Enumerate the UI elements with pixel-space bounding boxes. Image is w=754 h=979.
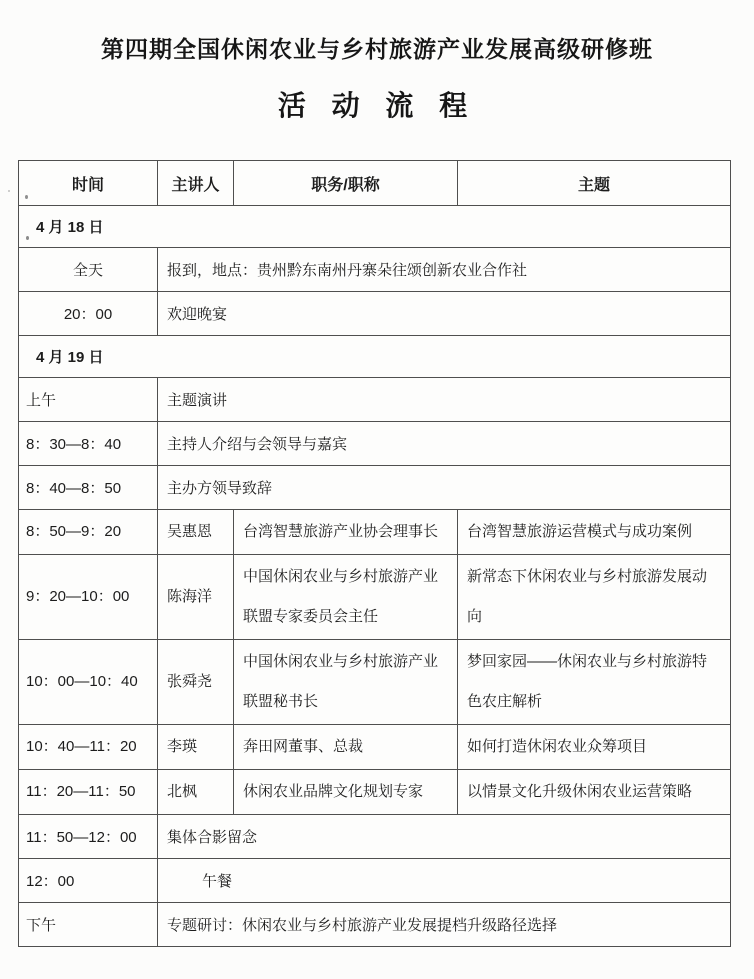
role-cell: 中国休闲农业与乡村旅游产业联盟秘书长 — [234, 640, 458, 725]
schedule-table — [18, 160, 731, 947]
role-cell: 中国休闲农业与乡村旅游产业联盟专家委员会主任 — [234, 555, 458, 640]
topic-cell: 如何打造休闲农业众筹项目 — [458, 725, 731, 770]
column-header-3: 职务/职称 — [234, 161, 458, 206]
table-row — [19, 466, 731, 510]
table-row — [19, 422, 731, 466]
content-cell: 主题演讲 — [158, 378, 731, 422]
table-row — [19, 770, 731, 815]
table-row — [19, 903, 731, 947]
time-cell: 上午 — [19, 378, 158, 422]
table-row — [19, 510, 731, 555]
table-row — [19, 640, 731, 725]
content-cell: 欢迎晚宴 — [158, 292, 731, 336]
table-row — [19, 336, 731, 378]
table-header-row — [19, 161, 731, 206]
date-cell: 4 月 19 日 — [19, 336, 731, 378]
speaker-cell: 张舜尧 — [158, 640, 234, 725]
role-cell: 休闲农业品牌文化规划专家 — [234, 770, 458, 815]
table-row — [19, 378, 731, 422]
time-cell: 8：40—8：50 — [19, 466, 158, 510]
content-cell: 主办方领导致辞 — [158, 466, 731, 510]
time-cell: 下午 — [19, 903, 158, 947]
content-cell: 午餐 — [158, 859, 731, 903]
time-cell: 全天 — [19, 248, 158, 292]
topic-cell: 以情景文化升级休闲农业运营策略 — [458, 770, 731, 815]
time-cell: 8：30—8：40 — [19, 422, 158, 466]
time-cell: 12：00 — [19, 859, 158, 903]
table-row — [19, 859, 731, 903]
column-header-4: 主题 — [458, 161, 731, 206]
table-row — [19, 725, 731, 770]
role-cell: 奔田网董事、总裁 — [234, 725, 458, 770]
time-cell: 11：50—12：00 — [19, 815, 158, 859]
time-cell: 10：00—10：40 — [19, 640, 158, 725]
content-cell: 专题研讨：休闲农业与乡村旅游产业发展提档升级路径选择 — [158, 903, 731, 947]
time-cell: 10：40—11：20 — [19, 725, 158, 770]
scan-speckle — [8, 190, 10, 192]
date-cell: 4 月 18 日 — [19, 206, 731, 248]
topic-cell: 梦回家园——休闲农业与乡村旅游特色农庄解析 — [458, 640, 731, 725]
time-cell: 11：20—11：50 — [19, 770, 158, 815]
document-subtitle: 活 动 流 程 — [277, 90, 477, 121]
document-title: 第四期全国休闲农业与乡村旅游产业发展高级研修班 — [101, 36, 653, 62]
column-header-1: 时间 — [19, 161, 158, 206]
topic-cell: 新常态下休闲农业与乡村旅游发展动向 — [458, 555, 731, 640]
content-cell: 报到，地点：贵州黔东南州丹寨朵往颂创新农业合作社 — [158, 248, 731, 292]
content-cell: 集体合影留念 — [158, 815, 731, 859]
speaker-cell: 吴惠恩 — [158, 510, 234, 555]
time-cell: 20：00 — [19, 292, 158, 336]
speaker-cell: 北枫 — [158, 770, 234, 815]
column-header-2: 主讲人 — [158, 161, 234, 206]
content-cell: 主持人介绍与会领导与嘉宾 — [158, 422, 731, 466]
table-row — [19, 206, 731, 248]
table-row — [19, 248, 731, 292]
time-cell: 8：50—9：20 — [19, 510, 158, 555]
speaker-cell: 李瑛 — [158, 725, 234, 770]
topic-cell: 台湾智慧旅游运营模式与成功案例 — [458, 510, 731, 555]
table-row — [19, 555, 731, 640]
time-cell: 9：20—10：00 — [19, 555, 158, 640]
role-cell: 台湾智慧旅游产业协会理事长 — [234, 510, 458, 555]
table-row — [19, 815, 731, 859]
speaker-cell: 陈海洋 — [158, 555, 234, 640]
table-row — [19, 292, 731, 336]
